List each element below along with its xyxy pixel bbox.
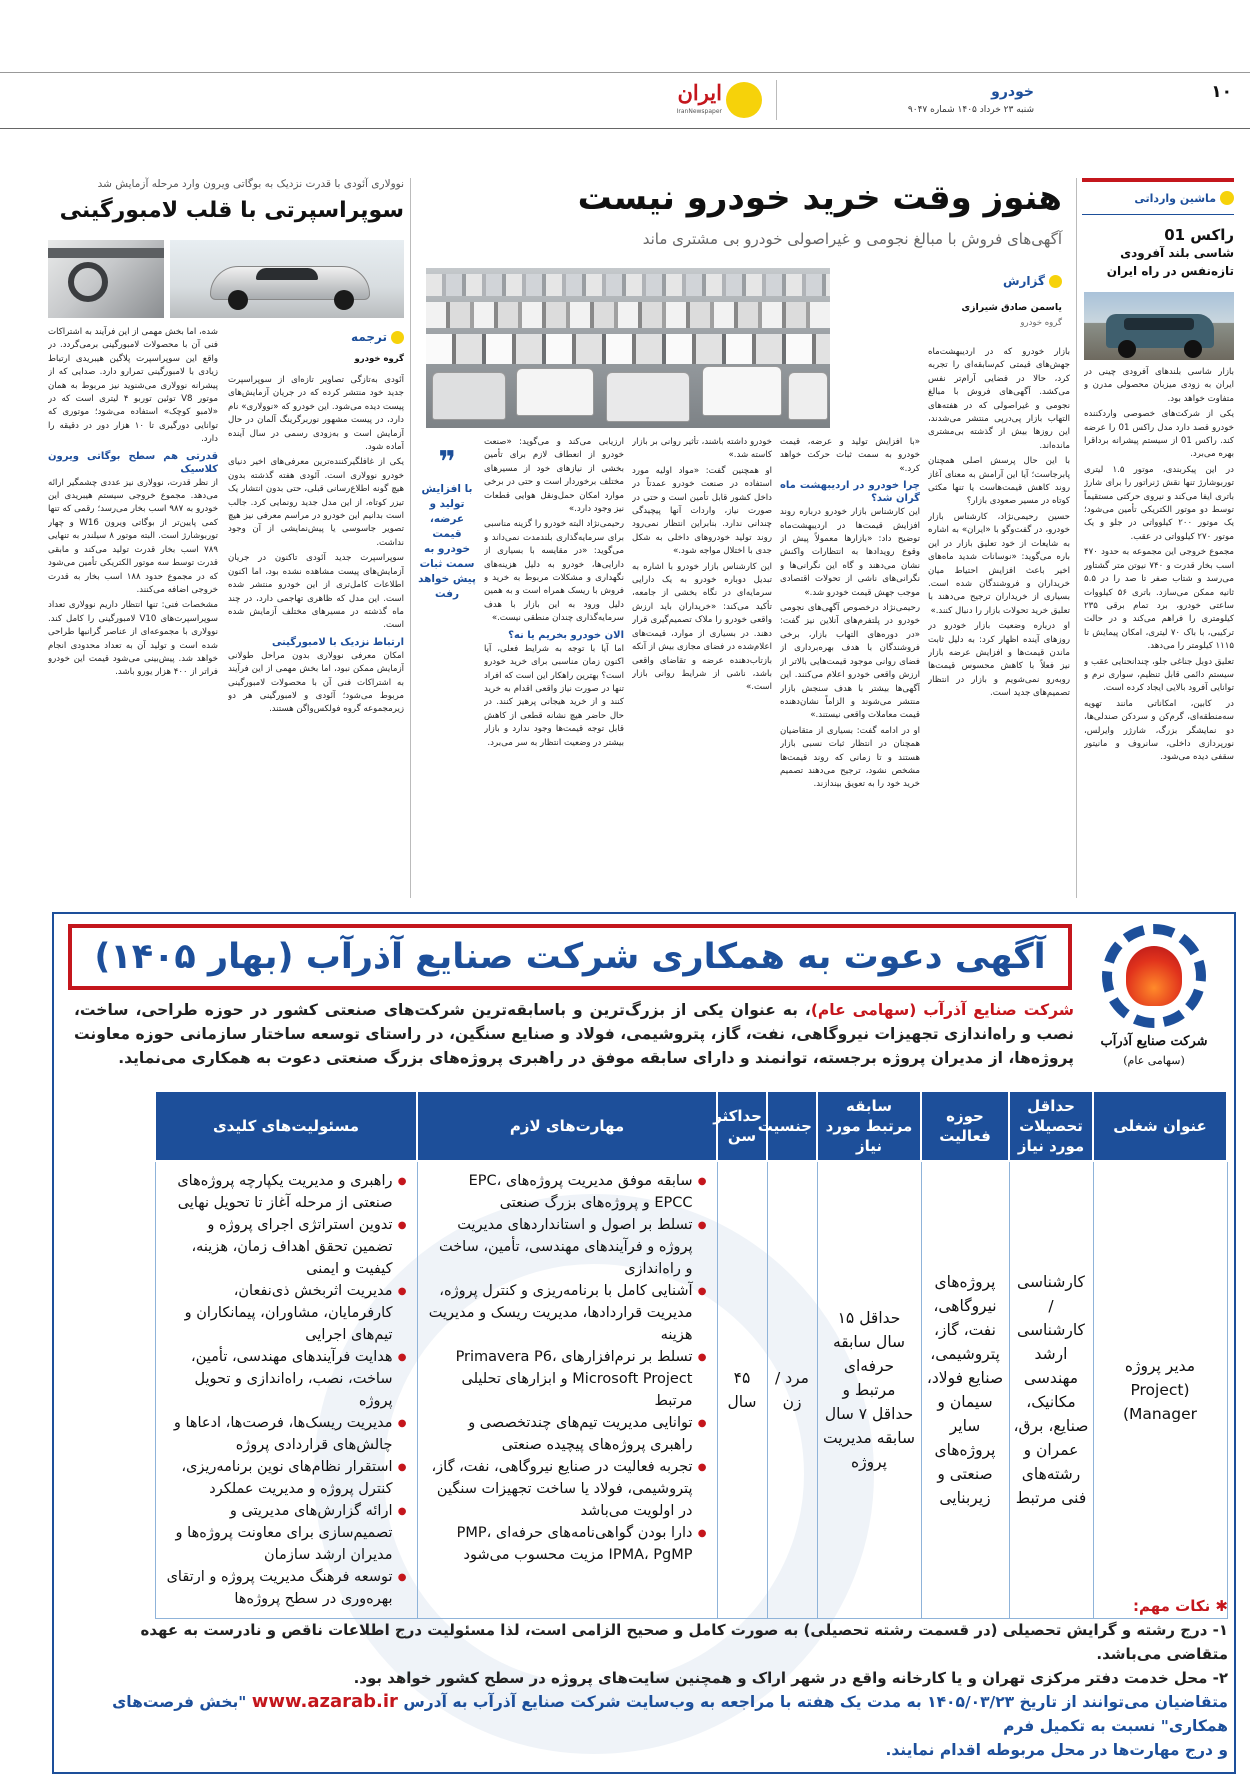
notes-title: ✱ نکات مهم: bbox=[1132, 1597, 1228, 1615]
tag-dot-icon bbox=[391, 331, 404, 344]
photo-row-shape bbox=[426, 334, 830, 364]
sidebar-divider bbox=[1076, 178, 1077, 898]
sidebar-title-2: شاسی بلند آفرودی bbox=[1120, 246, 1234, 260]
page-header bbox=[0, 62, 1250, 124]
sidebar-news bbox=[1082, 178, 1234, 898]
col-header: مسئولیت‌های کلیدی bbox=[155, 1091, 417, 1161]
feature-headline: سوپراسپرتی با قلب لامبورگینی bbox=[59, 198, 404, 223]
duty-item: ● مدیریت ریسک‌ها، فرصت‌ها، ادعاها و چالش‌های قراردادی پروژه bbox=[166, 1412, 407, 1456]
car-shape bbox=[788, 372, 828, 420]
subhead-buy: الان خودرو بخریم یا نه؟ bbox=[508, 629, 624, 641]
logo-line-1: شرکت صنایع آذرآب bbox=[1100, 1034, 1208, 1049]
col-header: مهارت‌های لازم bbox=[417, 1091, 717, 1161]
logo-text: ایران bbox=[677, 80, 722, 105]
suv-wheel-shape bbox=[1118, 340, 1136, 358]
report-tag: گزارش bbox=[1003, 274, 1062, 288]
ad-notes bbox=[74, 1594, 1228, 1762]
dashboard-shape bbox=[48, 248, 164, 258]
skill-item: ● سابقه موفق مدیریت پروژه‌های EPC، EPCC و پروژه‌های بزرگ صنعتی bbox=[428, 1170, 707, 1214]
cell-job: مدیر پروژه (Project Manager) bbox=[1093, 1161, 1227, 1619]
header-divider bbox=[776, 80, 777, 120]
date-line: شنبه ۲۳ خرداد ۱۴۰۵ شماره ۹۰۴۷ bbox=[907, 105, 1034, 115]
ad-title-band bbox=[68, 924, 1072, 990]
cell-gender: مرد / زن bbox=[767, 1161, 817, 1619]
table-header-row bbox=[155, 1091, 1227, 1161]
ad-intro bbox=[74, 998, 1074, 1070]
duty-item: ● استقرار نظام‌های نوین برنامه‌ریزی، کنترل پروژه و مدیریت عملکرد bbox=[166, 1456, 407, 1500]
duty-item: ● هدایت فرآیندهای مهندسی، تأمین، ساخت، نصب، راه‌اندازی و تحویل پروژه bbox=[166, 1346, 407, 1412]
tag-dot-icon bbox=[1049, 275, 1062, 288]
supercar-wheel-shape bbox=[228, 290, 248, 310]
feature-col-a: شده، اما بخش مهمی از این فرآیند به اشتراکات فنی آن با محصولات لامبورگینی برمی‌گردد. در واقع این سوپراسپرت پلاگین هیبریدی ارتباط زیادی با لامبورگینی تمرارو دارد. صدایی که از پیشرانه نوولاری می‌شنوید نیز مربوط به همان موتور V8 توئین توربو ۴ لیتری است که در «لامبو کوچک» استفاده می‌شود؛ موتوری که توانایی دورگیری تا ۱۰ هزار دور در دقیقه را دارد. قدرتی هم سطح بوگاتی ویرون کلاسیک از نظر قدرت، نوولاری نیز عددی چشمگیر ارائه می‌دهد. مجموع خروجی سیستم هیبریدی این خودرو به ۹۸۷ اسب بخار می‌رسد؛ رقمی که تنها کمی پایین‌تر از بوگاتی ویرون W16 و چهار توربوشارژ است. البته موتور ۸ سیلندر به تنهایی ۷۸۹ اسب بخار قدرت تولید می‌کند و مابقی قدرت توسط سه موتور الکتریکی تأمین می‌شود که در مجموع حدود ۱۸۸ اسب بخار به قدرت خروجی اضافه می‌کنند. مشخصات فنی: تنها انتظار داریم نوولاری تعداد سوپراسپرت‌های V10 لامبورگینی را کامل کند. نوولاری با مجموعه‌ای از عناصر گرانبها طراحی شده است و تولید آن به تعداد محدودی انجام خواهد شد. پیش‌بینی می‌شود قیمت این خودرو فراتر از ۴۰۰ هزار یورو باشد. bbox=[48, 327, 218, 678]
skill-item: ● تسلط بر نرم‌افزارهای Primavera P6، Microsoft Project و ابزارهای تحلیلی مرتبط bbox=[428, 1346, 707, 1412]
feature-article bbox=[48, 178, 404, 898]
intro-company: شرکت صنایع آذرآب (سهامی عام) bbox=[810, 1001, 1075, 1019]
duty-item: ● راهبری و مدیریت یکپارچه پروژه‌های صنعتی از مرحله آغاز تا تحویل نهایی bbox=[166, 1170, 407, 1214]
logo bbox=[660, 80, 768, 122]
parking-lot-photo bbox=[426, 268, 830, 428]
cell-education: کارشناسی / کارشناسی ارشد مهندسی مکانیک، صنایع، برق، عمران و رشته‌های فنی مرتبط bbox=[1009, 1161, 1093, 1619]
recruitment-ad bbox=[52, 912, 1236, 1774]
sidebar-tag-rule bbox=[1082, 214, 1234, 215]
feature-author-group: گروه خودرو bbox=[354, 354, 404, 364]
logo-sun-icon bbox=[726, 82, 762, 118]
cell-skills bbox=[417, 1161, 717, 1619]
jobs-table-grid bbox=[154, 1090, 1228, 1619]
duty-item: ● ارائه گزارش‌های مدیریتی و تصمیم‌سازی برای معاونت پروژه‌ها و مدیران ارشد سازمان bbox=[166, 1500, 407, 1566]
skill-item: ● دارا بودن گواهی‌نامه‌های حرفه‌ای PMP، IPMA، PgMP مزیت محسوب می‌شود bbox=[428, 1522, 707, 1566]
col-header: سابقه مرتبط مورد نیاز bbox=[817, 1091, 921, 1161]
main-col-4: ارزیابی می‌کند و می‌گوید: «صنعت خودرو از انعطاف لازم برای تأمین بخشی از نیازهای خود از مسیرهای مختلف برخوردار است و حتی در برخی موارد امکان حمل‌ونقل هوایی قطعات نیز وجود دارد.» رحیمی‌نژاد البته خودرو را گزینه مناسبی برای سرمایه‌گذاری بلندمدت نمی‌داند و می‌گوید: «در مقایسه با بسیاری از دارایی‌ها، خودرو به دلیل هزینه‌های نگهداری و مشکلات مربوط به خرید و فروش با ریسک همراه است و به همین دلیل ورود به این بازار با هدف سرمایه‌گذاری چندان منطقی نیست.» الان خودرو بخریم یا نه؟ اما آیا با توجه به شرایط فعلی، آیا اکنون زمان مناسبی برای خرید خودرو است؟ بهترین راهکار این است که افراد تنها در صورت نیاز واقعی اقدام به خرید کنند و از خرید هیجانی پرهیز کنند. در حال حاضر هیچ نشانه قطعی از کاهش قابل توجه قیمت‌ها وجود ندارد و بازار بیشتر در وضعیت انتظار به سر می‌برد. bbox=[484, 437, 624, 748]
main-col-2: «با افزایش تولید و عرضه، قیمت خودرو به سمت ثبات حرکت خواهد کرد.» چرا خودرو در اردیبهشت ماه گران شد؟ این کارشناس بازار خودرو درباره روند افزایش قیمت‌ها در اردیبهشت‌ماه توضیح داد: «بازارها معمولاً پیش از وقوع رویدادها به انتظارات واکنش نشان می‌دهند و گاه این نگرانی‌ها و نگرانی‌های ناشی از تحولات اقتصادی موجب جهش قیمت خودرو شد.» رحیمی‌نژاد درخصوص آگهی‌های نجومی خودرو در پلتفرم‌های آنلاین نیز گفت: «در دوره‌های التهاب بازار، برخی فروشندگان با هدف بهره‌برداری از فضای روانی موجود قیمت‌هایی بالاتر از ارزش واقعی خودرو اعلام می‌کنند. این آگهی‌ها بیشتر با هدف سنجش بازار منتشر می‌شوند و الزاماً نشان‌دهنده قیمت معاملات واقعی نیستند.» او در ادامه گفت: بسیاری از متقاضیان همچنان در انتظار ثبات نسبی بازار هستند و تا زمانی که روند قیمت‌ها مشخص نشود، ترجیح می‌دهند تصمیم خرید خود را به تعویق بیندازند. bbox=[780, 437, 920, 790]
author-group: گروه خودرو bbox=[1020, 318, 1062, 328]
col-header: جنسیت bbox=[767, 1091, 817, 1161]
intro-text: ، به عنوان یکی از بزرگ‌ترین و باسابقه‌ترین شرکت‌های صنعتی کشور در حوزه طراحی، ساخت، نصب و راه‌اندازی تجهیزات نیروگاهی، نفت، گاز، پتروشیمی، فولاد و صنایع سنگین، در راستای توسعه ساختار سازمانی حوزه معاونت پروژه‌ها، از مدیران پروژه برجسته، توانمند و دارای سابقه موفق در راهبری پروژه‌های بزرگ صنعتی دعوت به همکاری می‌نماید. bbox=[74, 1001, 1074, 1067]
feature-tag: ترجمه bbox=[351, 330, 404, 344]
ad-title: آگهی دعوت به همکاری شرکت صنایع آذرآب (بهار ۱۴۰۵) bbox=[94, 937, 1046, 977]
feature-col-b: آئودی به‌تازگی تصاویر تازه‌ای از سوپراسپرت جدید خود منتشر کرده که در جریان آزمایش‌های پیست دیده می‌شود. این خودرو که «نوولاری» نام دارد، در پیست مشهور نوربرگرینگ آلمان در حال آزمایش است و به‌زودی رسمی در سال آینده آماده شود. یکی از غافلگیرکننده‌ترین معرفی‌های اخیر دنیای خودرو نوولاری است. آئودی هفته گذشته بدون هیچ گونه اطلاع‌رسانی قبلی، حتی بدون انتشار یک تیزر کوتاه، از این مدل جدید رونمایی کرد. جالب است بدانیم این خودرو در مراسم معرفی نیز هیچ تصویر جاسوسی یا پیش‌نمایشی از آن وجود نداشت. سوپراسپرت جدید آئودی تاکنون در جریان آزمایش‌های پیست مشاهده نشده بود، اما اکنون اطلاعات کامل‌تری از این خودرو منتشر شده است. این مدل که ظاهری تهاجمی دارد، در چند ماه گذشته در مسیرهای مختلف آزمایش شده است. ارتباط نزدیک با لامبورگینی امکان معرفی نوولاری بدون مراحل طولانی آزمایش ممکن نبود، اما بخش مهمی از این فرآیند به اشتراکات فنی آن با محصولات لامبورگینی مربوط می‌شود؛ آئودی و لامبورگینی هر دو زیرمجموعه گروه فولکس‌واگن هستند. bbox=[228, 375, 404, 715]
pull-quote: ❞ با افزایش تولید و عرضه، قیمت خودرو به سمت ثبات پیش خواهد رفت bbox=[418, 445, 476, 600]
car-shape bbox=[702, 366, 782, 416]
car-shape bbox=[516, 368, 594, 416]
photo-row-shape bbox=[426, 274, 830, 296]
sidebar-red-bar bbox=[1082, 178, 1234, 182]
photo-row-shape bbox=[426, 302, 830, 328]
sidebar-body: بازار شاسی بلندهای آفرودی چینی در ایران به زودی میزبان محصولی مدرن و متفاوت خواهد بود. یکی از شرکت‌های خصوصی واردکننده خودرو قصد دارد مدل راکس 01 را عرضه کند. راکس 01 از سیستم پیشرانه برداقرا بهره می‌برد. در این پیکربندی، موتور ۱.۵ لیتری توربوشارژ تنها نقش ژنراتور را برای شارژ باتری ایفا می‌کند و نیروی حرکتی مستقیماً توسط دو موتور الکتریکی تأمین می‌شود؛ یک موتور ۲۰۰ کیلوواتی در جلو و یک موتور ۲۷۰ کیلوواتی در عقب. مجموع خروجی این مجموعه به حدود ۴۷۰ اسب بخار قدرت و ۷۴۰ نیوتن متر گشتاور می‌رسد و شتاب صفر تا صد را در ۵.۵ ثانیه ممکن می‌سازد. باتری ۵۶ کیلووات ساعتی خودرو، برد تمام برقی ۲۳۵ کیلومتری را فراهم می‌کند و در حالت ترکیبی، با باک ۷۰ لیتری، امکان پیمایش تا ۱۱۱۵ کیلومتر را می‌دهد. تعلیق دوبل جناغی جلو، چندانحنایی عقب و سیستم دائمی قابل تنظیم، سواری نرم و توانایی آفرود بالایی ایجاد کرده است. در کابین، امکاناتی مانند تهویه سه‌منطقه‌ای، گرم‌کن و سردکن صندلی‌ها، دو نمایشگر بزرگ، شارژر وایرلس، نورپردازی داخلی، سانروف و مانیتور سقفی دیده می‌شود. bbox=[1084, 367, 1234, 763]
skill-item: ● تسلط بر اصول و استانداردهای مدیریت پروژه و فرآیندهای مهندسی، تأمین، ساخت و راه‌اندازی bbox=[428, 1214, 707, 1280]
subhead-power: قدرتی هم سطح بوگاتی ویرون کلاسیک bbox=[48, 450, 218, 475]
subhead-motor: ارتباط نزدیک با لامبورگینی bbox=[271, 636, 404, 648]
duty-item: ● مدیریت اثربخش ذی‌نفعان، کارفرمایان، مشاوران، پیمانکاران و تیم‌های اجرایی bbox=[166, 1280, 407, 1346]
table-row bbox=[155, 1161, 1227, 1619]
main-col-1: بازار خودرو که در اردیبهشت‌ماه جهش‌های قیمتی کم‌سابقه‌ای را تجربه کرد، حالا در فضایی آرام‌تر نفس می‌کشد. آگهی‌های فروش با مبالغ نجومی و غیراصولی که در هفته‌های التهاب بازار پی‌در‌پی منتشر می‌شدند، این روزها بیش از گذشته بی‌مشتری مانده‌اند. با این حال پرسش اصلی همچنان پابرجاست؛ آیا این آرامش به معنای آغاز روند کاهش قیمت‌هاست یا تنها مکثی کوتاه در مسیر صعودی بازار؟ حسین رحیمی‌نژاد، کارشناس بازار خودرو، در گفت‌وگو با «ایران» به اشاره به شایعات از خود تعلیق بازار در این باره می‌گوید: «نوسانات شدید ماه‌های اخیر باعث افزایش احتیاط میان خریداران و فروشندگان شده است. بسیاری از خریداران ترجیح می‌دهند با تعلیق خرید تحولات بازار را دنبال کنند.» او درباره وضعیت بازار خودرو در روزهای آینده اظهار کرد: به دلیل ثابت ماندن قیمت‌ها و افزایش عرضه بازار نیز فعلاً با کاهش محسوس قیمت‌ها روبه‌رو نمی‌شویم و بازار در انتظار تصمیم‌های جدید است. bbox=[928, 347, 1070, 699]
interior-photo bbox=[48, 240, 164, 318]
supercar-wheel-shape bbox=[334, 290, 354, 310]
header-top-rule bbox=[0, 72, 1250, 73]
page-number: ۱۰ bbox=[1211, 82, 1232, 102]
star-icon: ✱ bbox=[1210, 1597, 1228, 1615]
col-header: حوزه فعالیت bbox=[921, 1091, 1009, 1161]
company-logo bbox=[1080, 920, 1228, 1080]
main-col-3: خودرو داشته باشند، تأثیر روانی بر بازار کاسته شد.» او همچنین گفت: «مواد اولیه مورد استفاده در صنعت خودرو عمدتاً در داخل کشور قابل تأمین است و حتی در صورت نیاز، واردات آنها پیچیدگی چندانی ندارد. بنابراین انتظار نمی‌رود روند تولید خودروهای داخلی به شکل جدی با اختلال مواجه شود.» این کارشناس بازار خودرو با اشاره به تبدیل دوباره خودرو به یک دارایی سرمایه‌ای در نگاه بخشی از جامعه، تأکید می‌کند: «خریداران باید ارزش واقعی خودرو را ملاک تصمیم‌گیری قرار دهند. در بسیاری از موارد، قیمت‌های اعلام‌شده در فضای مجازی بیش از آنکه بازتاب‌دهنده عرضه و تقاضای واقعی باشد، ناشی از شرایط روانی بازار است.» bbox=[632, 437, 772, 693]
cell-duties bbox=[155, 1161, 417, 1619]
col-header: عنوان شغلی bbox=[1093, 1091, 1227, 1161]
car-shape bbox=[606, 372, 690, 422]
header-bottom-rule bbox=[0, 128, 1250, 129]
sidebar-title-1: راکس 01 bbox=[1164, 226, 1234, 244]
cell-field: پروژه‌های نیروگاهی، نفت، گاز، پتروشیمی، صنایع فولاد، سیمان و سایر پروژه‌های صنعتی و زیربنایی bbox=[921, 1161, 1009, 1619]
feature-divider bbox=[410, 178, 411, 898]
duty-item: ● تدوین استراتژی اجرای پروژه و تضمین تحقق اهداف زمان، هزینه، کیفیت و ایمنی bbox=[166, 1214, 407, 1280]
supercar-window-shape bbox=[256, 268, 318, 280]
sidebar-title-3: تازه‌نفس در راه ایران bbox=[1106, 264, 1234, 278]
note-2: ۲- محل خدمت دفتر مرکزی تهران و یا کارخانه واقع در شهر اراک و همچنین سایت‌های پروژه در سطح کشور خواهد بود. bbox=[353, 1669, 1228, 1687]
note-1: ۱- درج رشته و گرایش تحصیلی (در قسمت رشته تحصیلی) به صورت کامل و صحیح الزامی است، لذا مسئولیت درج اطلاعات ناقص و نادرست به عهده متقاضی می‌باشد. bbox=[140, 1621, 1228, 1663]
tag-dot-icon bbox=[1220, 191, 1234, 205]
col-header: حداکثر سن bbox=[717, 1091, 767, 1161]
supercar-photo bbox=[170, 240, 404, 318]
sidebar-tag: ماشین وارداتی bbox=[1134, 188, 1234, 208]
subhead-price: چرا خودرو در اردیبهشت ماه گران شد؟ bbox=[780, 480, 920, 505]
logo-line-2: (سهامی عام) bbox=[1123, 1054, 1185, 1067]
sidebar-suv-photo bbox=[1084, 292, 1234, 360]
main-headline: هنوز وقت خرید خودرو نیست bbox=[577, 178, 1062, 218]
section-name: خودرو bbox=[991, 84, 1034, 100]
quote-icon: ❞ bbox=[438, 445, 456, 480]
cell-age: ۴۵ سال bbox=[717, 1161, 767, 1619]
suv-wheel-shape bbox=[1184, 340, 1202, 358]
main-article bbox=[418, 178, 1070, 898]
skill-item: ● آشنایی کامل با برنامه‌ریزی و کنترل پروژه، مدیریت قراردادها، مدیریت ریسک و مدیریت هزینه bbox=[428, 1280, 707, 1346]
duty-item: ● توسعه فرهنگ مدیریت پروژه و ارتقای بهره‌وری در سطح پروژه‌ها bbox=[166, 1566, 407, 1610]
cell-experience: حداقل ۱۵ سال سابقه حرفه‌ای مرتبط و حداقل ۷ سال سابقه مدیریت پروژه bbox=[817, 1161, 921, 1619]
main-subhead: آگهی‌های فروش با مبالغ نجومی و غیراصولی خودرو بی مشتری ماند bbox=[642, 230, 1062, 248]
col-header: حداقل تحصیلات مورد نیاز bbox=[1009, 1091, 1093, 1161]
steering-wheel-shape bbox=[68, 262, 108, 302]
suv-window-shape bbox=[1124, 318, 1194, 330]
skill-item: ● تجربه فعالیت در صنایع نیروگاهی، نفت، گاز، پتروشیمی، فولاد یا ساخت تجهیزات سنگین در اولویت می‌باشد bbox=[428, 1456, 707, 1522]
author-name: یاسمن صادق شیرازی bbox=[961, 302, 1062, 313]
website-link[interactable]: www.azarab.ir bbox=[251, 1691, 398, 1712]
feature-kicker: نوولاری آئودی با قدرت نزدیک به بوگاتی ویرون وارد مرحله آزمایش شد bbox=[97, 178, 404, 190]
apply-line: متقاضیان می‌توانند از تاریخ ۱۴۰۵/۰۳/۲۳ به مدت یک هفته با مراجعه به وب‌سایت شرکت صنایع آذرآب به آدرس www.azarab.ir "بخش فرصت‌های همکاری" نسبت به تکمیل فرم bbox=[112, 1691, 1228, 1735]
car-shape bbox=[432, 372, 506, 420]
apply-line-2: و درج مهارت‌ها در محل مربوطه اقدام نمایند. bbox=[885, 1741, 1228, 1759]
logo-sub: IranNewspaper bbox=[676, 108, 722, 115]
flame-icon bbox=[1126, 946, 1182, 1006]
skill-item: ● توانایی مدیریت تیم‌های چندتخصصی و راهبری پروژه‌های پیچیده صنعتی bbox=[428, 1412, 707, 1456]
